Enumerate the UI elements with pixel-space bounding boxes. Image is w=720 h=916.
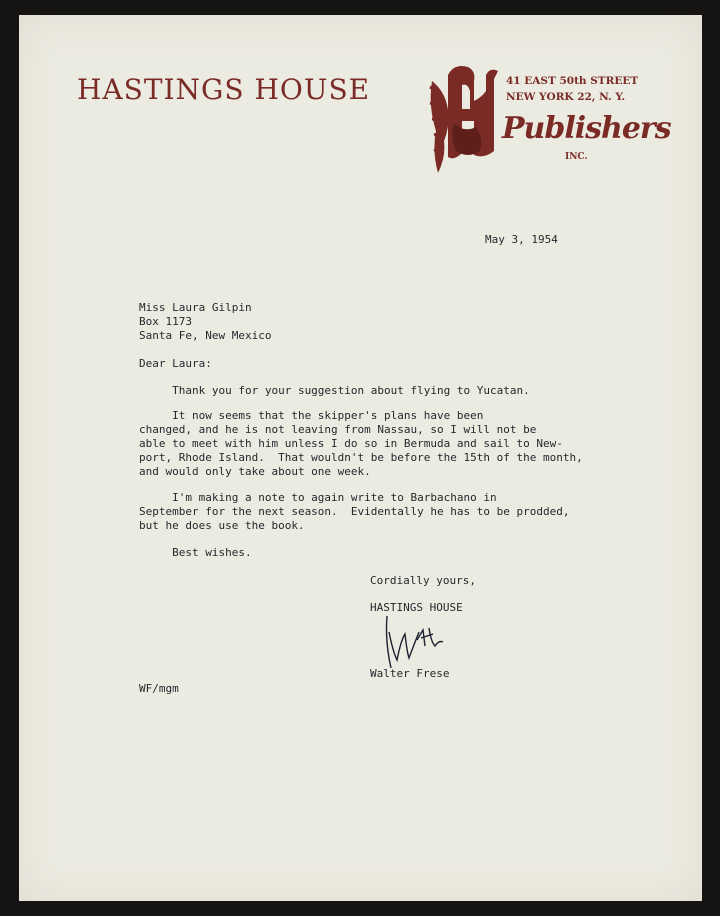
salutation: Dear Laura: [139,357,212,370]
body-paragraph-2: It now seems that the skipper's plans have been changed, and he is not leaving from Nassau, so I will not be able to meet with him unless I do so in Bermuda and sail to New- port, Rhode Island. That wouldn't be before the 15th of the month, and would only take about one week. [139,409,583,478]
signature-company: HASTINGS HOUSE [370,601,463,614]
body-paragraph-3: I'm making a note to again write to Barbachano in September for the next season. Evidentally he has to be prodded, but he does use the book. [139,491,570,532]
handwritten-signature [379,612,449,672]
letterhead-inc: INC. [565,152,588,162]
signer-name: Walter Frese [370,667,450,680]
body-paragraph-4: Best wishes. [139,546,252,559]
letterhead-address-street: 41 EAST 50th STREET [506,75,639,87]
publisher-logo-icon [424,61,502,177]
letterhead-company: HASTINGS HOUSE [77,73,371,106]
body-paragraph-1: Thank you for your suggestion about flying to Yucatan. [139,384,530,397]
recipient-city: Santa Fe, New Mexico [139,329,272,342]
letterhead-address-city: NEW YORK 22, N. Y. [506,91,626,103]
closing: Cordially yours, [370,574,476,587]
typist-initials: WF/mgm [139,682,179,695]
recipient-name: Miss Laura Gilpin [139,301,252,314]
recipient-box: Box 1173 [139,315,192,328]
letterhead-publishers: Publishers [502,111,671,146]
letter-date: May 3, 1954 [485,233,558,246]
letter-page [19,15,702,901]
